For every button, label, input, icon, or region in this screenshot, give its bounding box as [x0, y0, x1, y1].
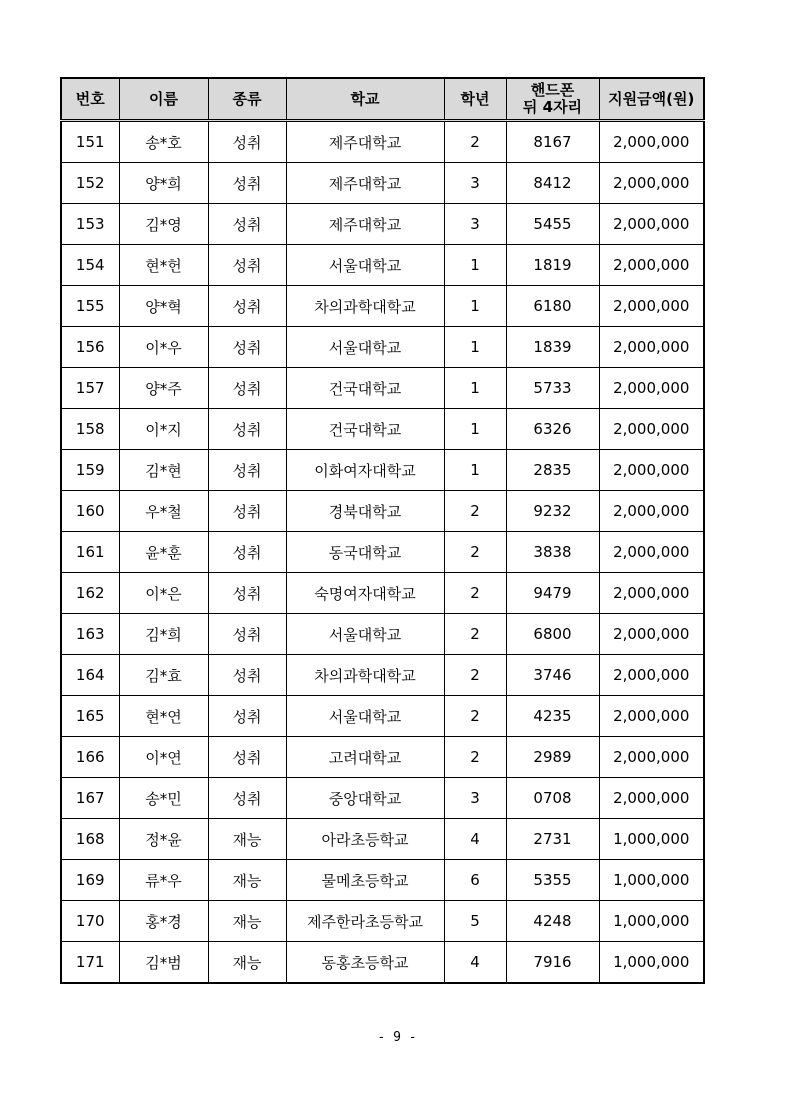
- cell-grade: 1: [444, 368, 506, 409]
- cell-name: 양*희: [119, 163, 208, 204]
- cell-type: 성취: [208, 573, 286, 614]
- cell-type: 성취: [208, 655, 286, 696]
- cell-school: 동홍초등학교: [286, 942, 444, 984]
- cell-grade: 3: [444, 204, 506, 245]
- cell-no: 153: [61, 204, 119, 245]
- header-no: 번호: [61, 78, 119, 121]
- cell-type: 성취: [208, 204, 286, 245]
- cell-grade: 5: [444, 901, 506, 942]
- cell-phone: 0708: [506, 778, 599, 819]
- cell-school: 제주대학교: [286, 204, 444, 245]
- cell-amount: 2,000,000: [599, 204, 704, 245]
- cell-grade: 2: [444, 737, 506, 778]
- cell-no: 160: [61, 491, 119, 532]
- cell-phone: 8412: [506, 163, 599, 204]
- header-grade: 학년: [444, 78, 506, 121]
- cell-no: 163: [61, 614, 119, 655]
- header-phone-line2: 뒤 4자리: [522, 98, 583, 116]
- cell-name: 현*헌: [119, 245, 208, 286]
- table-row: [61, 942, 704, 984]
- cell-school: 제주한라초등학교: [286, 901, 444, 942]
- cell-no: 171: [61, 942, 119, 984]
- cell-type: 성취: [208, 696, 286, 737]
- cell-amount: 2,000,000: [599, 573, 704, 614]
- cell-phone: 2989: [506, 737, 599, 778]
- table-row: [61, 573, 704, 614]
- cell-name: 우*철: [119, 491, 208, 532]
- table-row: [61, 696, 704, 737]
- table-row: [61, 655, 704, 696]
- cell-name: 김*현: [119, 450, 208, 491]
- cell-grade: 2: [444, 491, 506, 532]
- table-row: [61, 368, 704, 409]
- page-number: - 9 -: [377, 1030, 417, 1045]
- cell-amount: 1,000,000: [599, 942, 704, 984]
- table-row: [61, 121, 704, 163]
- cell-amount: 2,000,000: [599, 450, 704, 491]
- cell-school: 아라초등학교: [286, 819, 444, 860]
- cell-name: 양*주: [119, 368, 208, 409]
- cell-school: 경북대학교: [286, 491, 444, 532]
- cell-school: 이화여자대학교: [286, 450, 444, 491]
- cell-school: 물메초등학교: [286, 860, 444, 901]
- cell-grade: 1: [444, 450, 506, 491]
- cell-type: 재능: [208, 942, 286, 984]
- cell-name: 양*혁: [119, 286, 208, 327]
- header-phone-line1: 핸드폰: [530, 81, 575, 99]
- table-row: [61, 286, 704, 327]
- cell-phone: 2731: [506, 819, 599, 860]
- table-body: [61, 121, 704, 984]
- cell-no: 154: [61, 245, 119, 286]
- cell-amount: 2,000,000: [599, 532, 704, 573]
- cell-amount: 2,000,000: [599, 286, 704, 327]
- table-row: [61, 737, 704, 778]
- table-row: [61, 204, 704, 245]
- table-row: [61, 163, 704, 204]
- cell-type: 성취: [208, 245, 286, 286]
- cell-amount: 2,000,000: [599, 778, 704, 819]
- cell-amount: 2,000,000: [599, 245, 704, 286]
- cell-name: 현*연: [119, 696, 208, 737]
- table-row: [61, 409, 704, 450]
- cell-name: 김*희: [119, 614, 208, 655]
- cell-school: 숙명여자대학교: [286, 573, 444, 614]
- header-name: 이름: [119, 78, 208, 121]
- cell-school: 건국대학교: [286, 368, 444, 409]
- cell-amount: 2,000,000: [599, 163, 704, 204]
- cell-phone: 7916: [506, 942, 599, 984]
- cell-phone: 5455: [506, 204, 599, 245]
- header-row: [61, 78, 704, 121]
- cell-grade: 2: [444, 614, 506, 655]
- cell-grade: 2: [444, 655, 506, 696]
- cell-type: 재능: [208, 819, 286, 860]
- cell-grade: 2: [444, 696, 506, 737]
- cell-type: 성취: [208, 532, 286, 573]
- cell-name: 이*연: [119, 737, 208, 778]
- cell-school: 중앙대학교: [286, 778, 444, 819]
- table-row: [61, 614, 704, 655]
- cell-name: 김*영: [119, 204, 208, 245]
- cell-school: 서울대학교: [286, 245, 444, 286]
- table-row: [61, 778, 704, 819]
- cell-amount: 2,000,000: [599, 655, 704, 696]
- cell-phone: 5355: [506, 860, 599, 901]
- cell-no: 169: [61, 860, 119, 901]
- cell-grade: 1: [444, 327, 506, 368]
- cell-type: 성취: [208, 368, 286, 409]
- cell-phone: 5733: [506, 368, 599, 409]
- header-type: 종류: [208, 78, 286, 121]
- cell-phone: 8167: [506, 121, 599, 163]
- cell-phone: 3838: [506, 532, 599, 573]
- cell-school: 고려대학교: [286, 737, 444, 778]
- cell-no: 162: [61, 573, 119, 614]
- cell-phone: 9479: [506, 573, 599, 614]
- cell-phone: 6180: [506, 286, 599, 327]
- cell-name: 김*효: [119, 655, 208, 696]
- cell-no: 158: [61, 409, 119, 450]
- cell-phone: 2835: [506, 450, 599, 491]
- cell-amount: 2,000,000: [599, 696, 704, 737]
- cell-type: 성취: [208, 121, 286, 163]
- cell-school: 차의과학대학교: [286, 655, 444, 696]
- cell-name: 송*호: [119, 121, 208, 163]
- cell-name: 김*범: [119, 942, 208, 984]
- cell-amount: 2,000,000: [599, 368, 704, 409]
- cell-grade: 3: [444, 163, 506, 204]
- cell-grade: 2: [444, 532, 506, 573]
- table-row: [61, 860, 704, 901]
- cell-amount: 2,000,000: [599, 491, 704, 532]
- cell-type: 성취: [208, 491, 286, 532]
- cell-amount: 2,000,000: [599, 614, 704, 655]
- cell-no: 164: [61, 655, 119, 696]
- cell-no: 152: [61, 163, 119, 204]
- recipient-table: [60, 77, 705, 984]
- cell-phone: 6800: [506, 614, 599, 655]
- cell-type: 성취: [208, 778, 286, 819]
- cell-phone: 4235: [506, 696, 599, 737]
- cell-name: 송*민: [119, 778, 208, 819]
- cell-school: 제주대학교: [286, 163, 444, 204]
- cell-type: 성취: [208, 450, 286, 491]
- cell-amount: 2,000,000: [599, 409, 704, 450]
- cell-no: 168: [61, 819, 119, 860]
- cell-school: 서울대학교: [286, 327, 444, 368]
- cell-amount: 2,000,000: [599, 121, 704, 163]
- cell-grade: 1: [444, 245, 506, 286]
- cell-grade: 6: [444, 860, 506, 901]
- cell-grade: 4: [444, 819, 506, 860]
- cell-grade: 1: [444, 409, 506, 450]
- cell-type: 성취: [208, 327, 286, 368]
- cell-phone: 6326: [506, 409, 599, 450]
- cell-amount: 1,000,000: [599, 901, 704, 942]
- header-amount: 지원금액(원): [599, 78, 704, 121]
- cell-name: 류*우: [119, 860, 208, 901]
- cell-no: 151: [61, 121, 119, 163]
- cell-phone: 1839: [506, 327, 599, 368]
- cell-amount: 1,000,000: [599, 819, 704, 860]
- cell-no: 166: [61, 737, 119, 778]
- cell-type: 성취: [208, 737, 286, 778]
- cell-grade: 1: [444, 286, 506, 327]
- cell-name: 홍*경: [119, 901, 208, 942]
- cell-no: 167: [61, 778, 119, 819]
- cell-type: 재능: [208, 901, 286, 942]
- cell-phone: 1819: [506, 245, 599, 286]
- cell-amount: 2,000,000: [599, 737, 704, 778]
- cell-grade: 2: [444, 573, 506, 614]
- cell-no: 161: [61, 532, 119, 573]
- cell-no: 159: [61, 450, 119, 491]
- cell-name: 이*우: [119, 327, 208, 368]
- cell-phone: 9232: [506, 491, 599, 532]
- cell-grade: 2: [444, 121, 506, 163]
- cell-type: 성취: [208, 614, 286, 655]
- cell-type: 성취: [208, 163, 286, 204]
- table-row: [61, 901, 704, 942]
- cell-type: 재능: [208, 860, 286, 901]
- cell-school: 제주대학교: [286, 121, 444, 163]
- cell-type: 성취: [208, 409, 286, 450]
- cell-name: 윤*훈: [119, 532, 208, 573]
- cell-name: 정*윤: [119, 819, 208, 860]
- cell-amount: 1,000,000: [599, 860, 704, 901]
- cell-phone: 4248: [506, 901, 599, 942]
- cell-type: 성취: [208, 286, 286, 327]
- header-school: 학교: [286, 78, 444, 121]
- cell-grade: 4: [444, 942, 506, 984]
- cell-school: 건국대학교: [286, 409, 444, 450]
- table-row: [61, 245, 704, 286]
- cell-phone: 3746: [506, 655, 599, 696]
- cell-grade: 3: [444, 778, 506, 819]
- cell-no: 156: [61, 327, 119, 368]
- cell-no: 165: [61, 696, 119, 737]
- cell-name: 이*은: [119, 573, 208, 614]
- cell-amount: 2,000,000: [599, 327, 704, 368]
- cell-school: 차의과학대학교: [286, 286, 444, 327]
- cell-no: 155: [61, 286, 119, 327]
- cell-name: 이*지: [119, 409, 208, 450]
- table-row: [61, 450, 704, 491]
- header-phone: [506, 78, 599, 121]
- table-row: [61, 532, 704, 573]
- table-row: [61, 819, 704, 860]
- cell-school: 서울대학교: [286, 696, 444, 737]
- cell-no: 157: [61, 368, 119, 409]
- cell-school: 서울대학교: [286, 614, 444, 655]
- cell-school: 동국대학교: [286, 532, 444, 573]
- table-row: [61, 327, 704, 368]
- table-row: [61, 491, 704, 532]
- cell-no: 170: [61, 901, 119, 942]
